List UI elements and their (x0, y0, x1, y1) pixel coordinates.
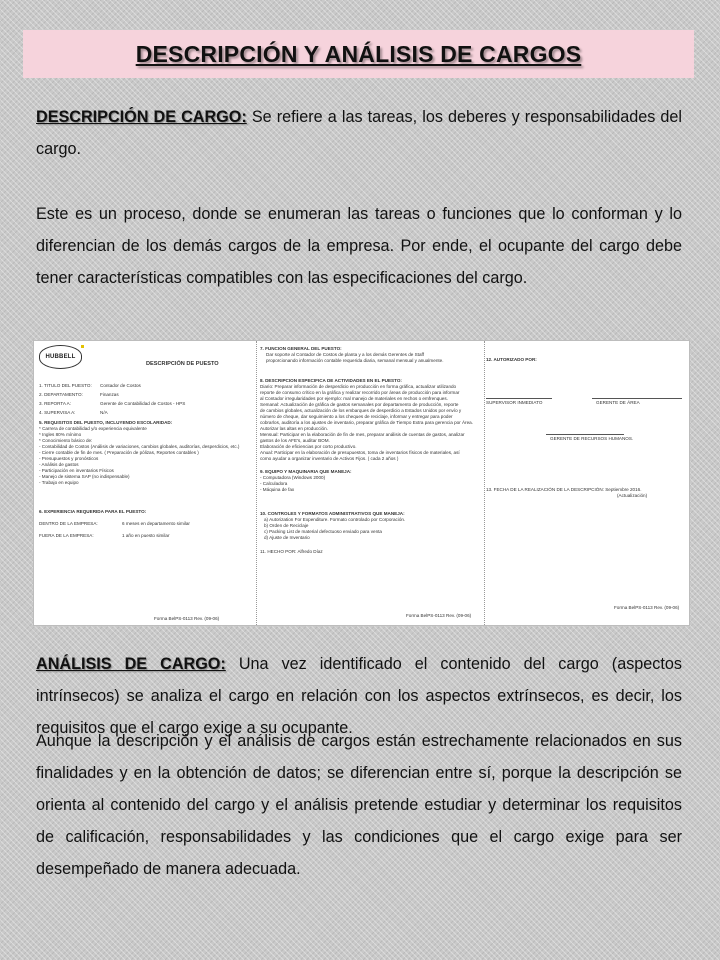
form-line: - Presupuestos y pronósticos (39, 456, 99, 461)
form-column-right (484, 341, 689, 625)
form-line: c) Packing List de material defectuoso enviado para venta (264, 529, 382, 534)
form-line: - Computadora (Windows 2000) (260, 475, 326, 480)
descripcion-paragraph (36, 101, 682, 165)
form-line: - Participación en inventarios Físicos (39, 468, 114, 473)
descripcion-text: Se refiere a las tareas, los deberes y responsabilidades del cargo. (36, 108, 682, 158)
form-line: gastos de los AFE's, auditar BOM. (260, 438, 330, 443)
form-line: al Contador irregularidades por ejemplo: mal manejo de materiales en rechos o emfrenques. (260, 396, 448, 401)
form-section-activities: 8. DESCRIPCION ESPECIFICA DE ACTIVIDADES EN EL PUESTO: (260, 378, 402, 383)
descripcion-lead: DESCRIPCIÓN DE CARGO: (36, 108, 247, 126)
analisis-text: Una vez identificado el contenido del cargo (aspectos intrínsecos) se analiza el cargo en relación con los aspectos extrínsecos, es decir, los requisitos que el cargo exige a su ocupante. (36, 655, 682, 737)
form-line: cobrarlos, auditoría a los ajustes de inventario, preparar gráfica de Tiempo Extra para gerencia por Área. (260, 420, 473, 425)
form-footer-middle: Forma BelPS-0113 Rev. (09-06) (406, 613, 472, 618)
form-section-authorized: 12. AUTORIZADO POR: (486, 357, 537, 362)
form-field-supervises: 4. SUPERVISA A: (39, 410, 76, 415)
form-line: * Conocimiento básico de: (39, 438, 93, 443)
form-column-left (34, 341, 257, 625)
form-line: proporcionando información contable requerida diaria, semanal mensual y anualmente. (266, 358, 444, 363)
form-value-inside: 6 meses en departamento similar (122, 521, 190, 526)
form-line: - Trabajo en equipo (39, 480, 79, 485)
form-field-department: 2. DEPARTAMENTO: (39, 392, 83, 397)
form-field-title: 1. TITULO DEL PUESTO: (39, 383, 92, 388)
signature-line-supervisor (486, 398, 552, 399)
form-line: de cambios globales, actualización de los embarques de desperdicio a Estados Unidos por envío y (260, 408, 462, 413)
form-field-inside: DENTRO DE LA EMPRESA: (39, 521, 98, 526)
form-line: Anual: Participar en la elaboración de presupuestos, toma de inventarios físicos de materiales, así (260, 450, 460, 455)
aunque-paragraph: Aunque la descripción y el análisis de cargos están estrechamente relacionados en sus finalidades y en la obtención de datos; se diferencian entre sí, porque la descripción se orienta al contenido del cargo y el análisis pretende estudiar y determinar los requisitos de calificación, responsabilidades y las condiciones que el cargo exige para ser desempeñado de manera adecuada. (36, 732, 682, 878)
hubbell-logo (39, 345, 82, 369)
form-field-reports-to: 3. REPORTA A: (39, 401, 71, 406)
form-value-outside: 1 año en puesto similar (122, 533, 170, 538)
form-line: como ayudar a organizar inventario de Activos Fijos. ( cada 2 años ) (260, 456, 399, 461)
form-section-controls: 10. CONTROLES Y FORMATOS ADMINISTRATIVOS QUE MANEJA: (260, 511, 405, 516)
form-line: - Cierre contable de fin de mes. ( Preparación de pólizas, Reportes contables ) (39, 450, 199, 455)
logo-text: HUBBELL (45, 354, 76, 360)
page-title: DESCRIPCIÓN Y ANÁLISIS DE CARGOS (135, 40, 582, 67)
form-value-supervises: N/A (100, 410, 108, 415)
form-line: Elaboración de eficiencias por corto productivo. (260, 444, 357, 449)
form-footer-left: Forma BelPS-0113 Rev. (09-06) (154, 616, 220, 621)
form-title: DESCRIPCIÓN DE PUESTO (146, 361, 219, 367)
signature-label-area: GERENTE DE ÁREA (596, 400, 640, 405)
form-line: - Máquina de fax (260, 487, 295, 492)
form-line: - Contabilidad de Costos (Análisis de variaciones, cambios globales, auditorías, desperdicios, etc.) (39, 444, 240, 449)
title-banner (23, 30, 694, 78)
form-footer-right: Forma BelPS-0113 Rev. (09-06) (614, 605, 680, 610)
form-section-function: 7. FUNCION GENERAL DEL PUESTO: (260, 346, 342, 351)
form-line: - Calculadora (260, 481, 288, 486)
form-line: Dar soporte al Contador de Costos de planta y a los demás Gerentes de Staff (266, 352, 424, 357)
proceso-paragraph: Este es un proceso, donde se enumeran las tareas o funciones que lo conforman y lo diferencian de los demás cargos de la empresa. Por ende, el ocupante del cargo debe tener características compatibles con las especificaciones del cargo. (36, 205, 682, 287)
signature-line-hr (546, 434, 624, 435)
job-description-form (33, 340, 690, 626)
analisis-lead: ANÁLISIS DE CARGO: (36, 655, 226, 673)
signature-label-supervisor: SUPERVISOR INMEDIATO (486, 400, 543, 405)
form-line: Semanal: Actualización de gráfica de gastos semanales por departamento de producción, reporte (260, 402, 459, 407)
logo-accent-icon (81, 345, 84, 348)
form-line: * Ingles 80% mínimo (39, 432, 82, 437)
form-line: a) Autorization For Expenditure. Formato controlado por Corporación. (264, 517, 406, 522)
form-line: Autorizar las altas en producción. (260, 426, 328, 431)
form-section-requirements: 5. REQUISITOS DEL PUESTO, INCLUYENDO ESCOLARIDAD: (39, 420, 173, 425)
form-column-middle (256, 341, 485, 625)
form-value-department: Finanzas (100, 392, 119, 397)
form-line: Diario: Preparar información de desperdicio en producción en forma gráfica, actualizar utilizando (260, 384, 457, 389)
form-field-outside: FUERA DE LA EMPRESA: (39, 533, 94, 538)
signature-line-area (592, 398, 682, 399)
form-date-note: (Actualización) (617, 493, 648, 498)
form-line: reporte de consumo crítico en la gráfica y realizar recorrido por áreas de producción para informar (260, 390, 460, 395)
form-value-reports-to: Gerente de Contabilidad de Costos - HPS (100, 401, 186, 406)
form-line: - Manejo de sistema SAP (no indispensable) (39, 474, 130, 479)
form-line: Mensual: Participar en la elaboración de fin de mes, preparar análisis de cuentas de gastos, analizar (260, 432, 465, 437)
form-field-date: 13. FECHA DE LA REALIZACIÓN DE LA DESCRIPCIÓN: Septiembre 2016. (486, 487, 642, 492)
signature-label-hr: GERENTE DE RECURSOS HUMANOS. (550, 436, 634, 441)
form-line: número de cheque, dar seguimiento a los cheques de reciclaje, informar y entregar para poder (260, 414, 453, 419)
form-line: b) Orden de Reciclaje (264, 523, 309, 528)
form-line: * Carrera de contabilidad y/o experiencia equivalente (39, 426, 147, 431)
form-line: d) Ajuste de Inventario (264, 535, 310, 540)
form-field-made-by: 11. HECHO POR: Alfredo Díaz (260, 549, 323, 554)
form-value-title: Contador de Costos (100, 383, 141, 388)
form-line: - Análisis de gastos (39, 462, 79, 467)
form-section-experience: 6. EXPERIENCIA REQUERIDA PARA EL PUESTO: (39, 509, 147, 514)
form-section-equipment: 9. EQUIPO Y MAQUINARIA QUE MANEJA: (260, 469, 352, 474)
